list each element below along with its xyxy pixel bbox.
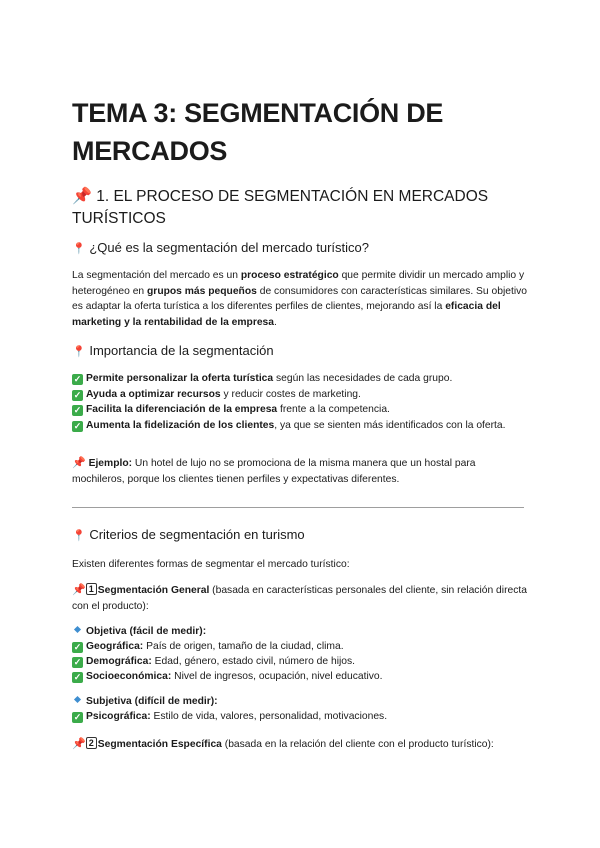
subheading-text: ¿Qué es la segmentación del mercado turístico? — [89, 240, 369, 255]
bold-text: Psicográfica: — [86, 711, 151, 722]
text: que permite dividir un mercado amplio y heterogéneo en — [72, 270, 525, 297]
horizontal-divider — [72, 507, 524, 508]
list-item — [72, 418, 528, 434]
bold-text: Permite personalizar la oferta turística — [86, 373, 274, 384]
subjective-heading — [72, 694, 218, 709]
check-icon: ✓ — [73, 420, 82, 431]
subheading-criteria — [72, 526, 305, 545]
check-icon: ✓ — [73, 374, 82, 384]
keycap-two-icon: 2 — [86, 737, 97, 749]
text: La segmentación del mercado es un — [72, 270, 241, 281]
bold-text: Facilita la diferenciación de la empresa — [86, 404, 278, 416]
list-item — [72, 654, 355, 669]
pushpin-icon: 📌 — [72, 584, 86, 596]
list-item — [72, 371, 528, 387]
round-pushpin-icon: 📍 — [72, 530, 86, 542]
text: Nivel de ingresos, ocupación, nivel educativo. — [171, 671, 383, 682]
general-segmentation — [72, 583, 528, 614]
subheading-what-is — [72, 239, 369, 258]
check-icon: ✓ — [73, 672, 82, 682]
list-item — [72, 669, 382, 684]
section-heading — [72, 186, 528, 230]
bold-text: grupos más pequeños — [147, 285, 257, 297]
bold-text: Segmentación Específica — [97, 739, 222, 750]
bold-text: eficacia del marketing y la rentabilidad de la empresa — [72, 301, 501, 328]
text: Edad, género, estado civil, número de hijos. — [151, 656, 356, 667]
round-pushpin-icon: 📍 — [72, 346, 86, 358]
list-item — [72, 387, 528, 403]
pushpin-icon: 📌 — [72, 457, 86, 469]
pushpin-icon: 📌 — [72, 738, 86, 750]
text: y reducir costes de marketing. — [220, 388, 361, 400]
check-icon: ✓ — [73, 642, 82, 652]
bold-text: Subjetiva (difícil de medir): — [86, 696, 218, 707]
specific-segmentation — [72, 737, 494, 752]
section-heading-text: 1. EL PROCESO DE SEGMENTACIÓN EN MERCADOS TURÍSTICOS — [72, 188, 489, 227]
list-item — [72, 639, 344, 654]
text: , ya que se sienten más identificados con la oferta. — [274, 419, 506, 431]
subheading-text: Importancia de la segmentación — [89, 343, 274, 358]
text: de consumidores con características similares. Su objetivo es adaptar la oferta turística a los diferentes perfiles de clientes, mejorando así la — [72, 285, 527, 313]
definition-paragraph — [72, 268, 528, 330]
check-icon: ✓ — [73, 712, 82, 722]
list-item — [72, 402, 528, 418]
check-icon: ✓ — [73, 657, 82, 667]
text: País de origen, tamaño de la ciudad, clima. — [143, 641, 344, 652]
bold-text: Geográfica: — [86, 641, 144, 652]
subheading-importance — [72, 342, 274, 361]
text: Un hotel de lujo no se promociona de la misma manera que un hostal para mochileros, porque los clientes tienen perfiles y expectativas diferentes. — [72, 458, 476, 485]
blue-diamond-icon — [74, 696, 81, 703]
list-item — [72, 709, 387, 724]
importance-list — [72, 371, 528, 433]
bold-text: Ejemplo: — [88, 458, 133, 469]
pushpin-icon: 📌 — [72, 188, 92, 205]
bold-text: Aumenta la fidelización de los clientes — [86, 419, 275, 431]
bold-text: Demográfica: — [86, 656, 152, 667]
bold-text: proceso estratégico — [240, 270, 339, 281]
text: (basada en características personales del cliente, sin relación directa con el producto): — [72, 585, 527, 612]
check-icon: ✓ — [73, 389, 82, 400]
example-paragraph — [72, 456, 528, 487]
subheading-text: Criterios de segmentación en turismo — [89, 527, 305, 542]
round-pushpin-icon: 📍 — [72, 243, 86, 255]
text: . — [274, 316, 277, 328]
bold-text: Segmentación General — [97, 585, 210, 596]
objective-heading — [72, 624, 206, 639]
bold-text: Objetiva (fácil de medir): — [86, 626, 207, 637]
page-title: TEMA 3: SEGMENTACIÓN DE MERCADOS — [72, 98, 444, 166]
bold-text: Socioeconómica: — [86, 671, 172, 682]
blue-diamond-icon — [74, 626, 81, 633]
bold-text: Ayuda a optimizar recursos — [86, 388, 221, 400]
keycap-one-icon: 1 — [86, 583, 97, 595]
criteria-intro: Existen diferentes formas de segmentar el mercado turístico: — [72, 559, 350, 570]
text: Estilo de vida, valores, personalidad, motivaciones. — [150, 711, 388, 722]
text: frente a la competencia. — [277, 404, 390, 416]
text: según las necesidades de cada grupo. — [273, 373, 453, 384]
text: (basada en la relación del cliente con el producto turístico): — [221, 739, 494, 750]
check-icon: ✓ — [73, 405, 82, 416]
